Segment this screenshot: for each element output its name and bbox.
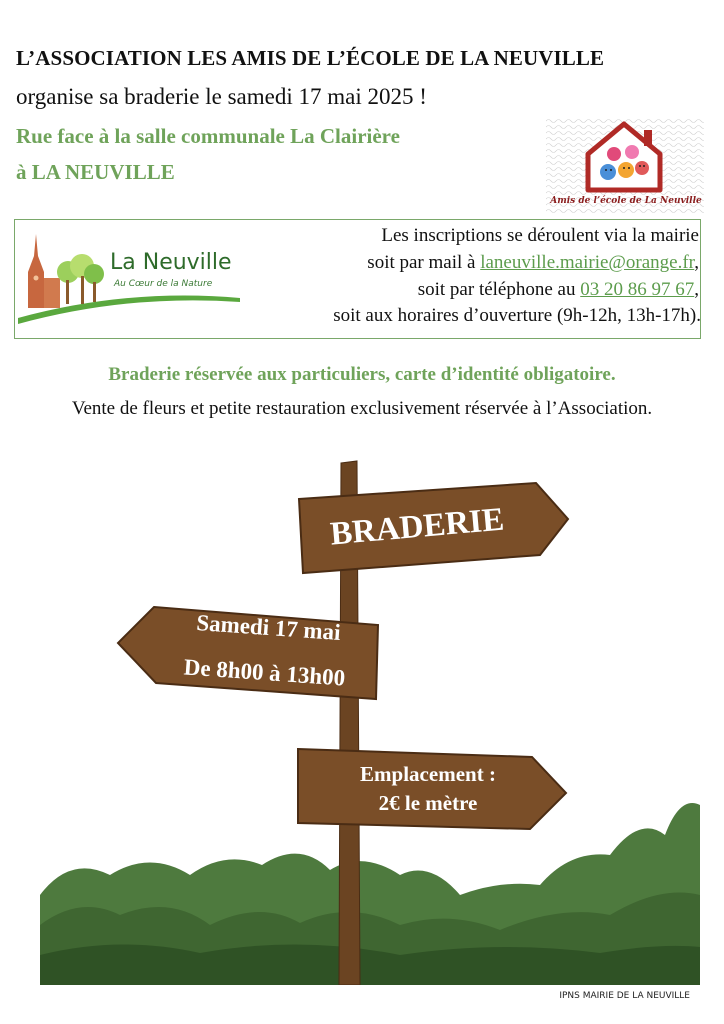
sign-braderie-label: BRADERIE xyxy=(328,501,506,553)
smiley-icon xyxy=(635,161,649,175)
town-logo xyxy=(18,226,243,326)
smiley-icon xyxy=(625,145,639,159)
sign-date-line1: Samedi 17 mai xyxy=(195,610,342,646)
notice-sales: Vente de fleurs et petite restauration exclusivement réservée à l’Association. xyxy=(71,398,653,419)
smiley-icon xyxy=(600,164,616,180)
registration-line-hours: soit aux horaires d’ouverture (9h-12h, 13h-17h). xyxy=(333,305,701,326)
tree-icon xyxy=(84,264,104,284)
title-event: organise sa braderie le samedi 17 mai 2025 ! xyxy=(16,84,427,109)
registration-line-email xyxy=(367,252,699,274)
email-suffix: , xyxy=(694,252,699,273)
sign-emplacement xyxy=(298,749,566,829)
phone-link[interactable]: 03 20 86 97 67 xyxy=(580,279,695,300)
smiley-icon xyxy=(607,147,621,161)
notice-reserved: Braderie réservée aux particuliers, carte d’identité obligatoire. xyxy=(108,364,616,385)
smiley-icon xyxy=(618,162,634,178)
phone-suffix: , xyxy=(694,279,699,300)
association-logo-caption: Amis de l’école de La Neuville xyxy=(550,196,702,206)
email-prefix: soit par mail à xyxy=(367,252,481,273)
title-association: L’ASSOCIATION LES AMIS DE L’ÉCOLE DE LA NEUVILLE xyxy=(16,46,605,70)
town-logo-tagline: Au Cœur de la Nature xyxy=(114,279,213,289)
sign-date-line2: De 8h00 à 13h00 xyxy=(183,654,347,691)
footer-ipns: IPNS MAIRIE DE LA NEUVILLE xyxy=(559,991,690,1001)
location-town: à LA NEUVILLE xyxy=(16,160,175,184)
registration-line-1: Les inscriptions se déroulent via la mairie xyxy=(381,225,699,246)
sign-emplacement-line1: Emplacement : xyxy=(360,762,496,786)
town-logo-name: La Neuville xyxy=(110,250,232,275)
signpost-illustration xyxy=(0,455,724,985)
sign-emplacement-line2: 2€ le mètre xyxy=(378,791,478,815)
phone-prefix: soit par téléphone au xyxy=(417,279,581,300)
registration-line-phone xyxy=(418,279,699,301)
location-street: Rue face à la salle communale La Clairière xyxy=(16,124,400,148)
church-icon xyxy=(28,234,44,308)
email-link[interactable]: laneuville.mairie@orange.fr xyxy=(480,252,695,273)
